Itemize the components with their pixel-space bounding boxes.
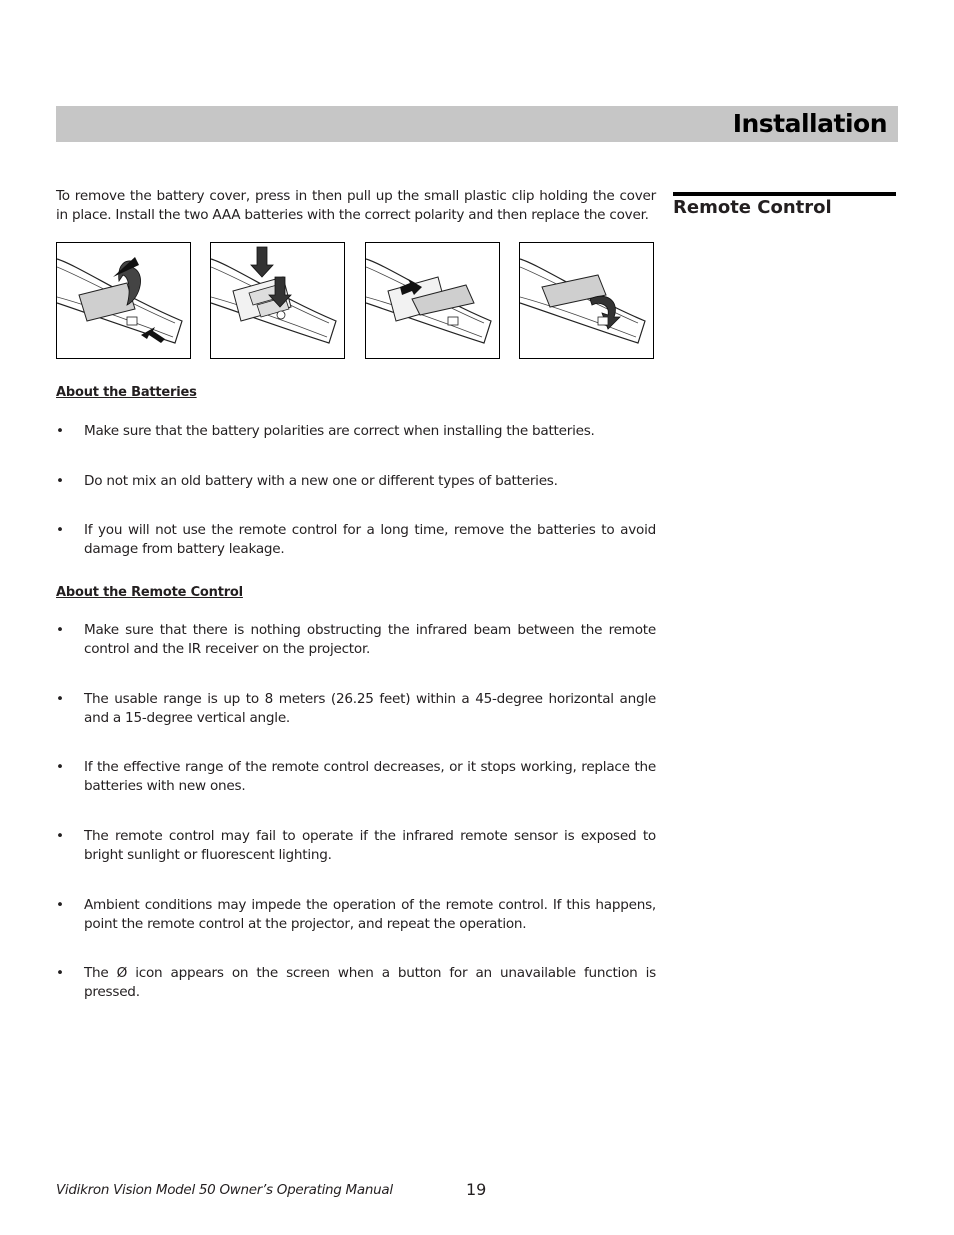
remove-cover-icon bbox=[57, 243, 190, 358]
list-item-text: If you will not use the remote control for a long time, remove the batteries to avoid damage from battery leakage. bbox=[84, 522, 656, 557]
close-cover-icon bbox=[520, 243, 653, 358]
header-bar bbox=[56, 106, 898, 142]
page-title: Installation bbox=[732, 109, 887, 138]
list-item-text: The remote control may fail to operate if the infrared remote sensor is exposed to bright sunlight or fluorescent lighting. bbox=[84, 828, 656, 863]
insert-batteries-icon bbox=[211, 243, 344, 358]
bullet-dot: • bbox=[56, 423, 64, 439]
bullet-dot: • bbox=[56, 759, 64, 775]
batteries-heading: About the Batteries bbox=[56, 385, 197, 400]
slide-cover-icon bbox=[366, 243, 499, 358]
bullet-dot: • bbox=[56, 522, 64, 538]
bullet-dot: • bbox=[56, 622, 64, 638]
figure-slide-cover bbox=[365, 242, 500, 359]
section-heading: Remote Control bbox=[673, 197, 832, 218]
intro-paragraph: To remove the battery cover, press in then pull up the small plastic clip holding the cover in place. Install the two AAA batteries with the correct polarity and then replace the cover. bbox=[56, 188, 656, 223]
bullet-dot: • bbox=[56, 473, 64, 489]
figure-close-cover bbox=[519, 242, 654, 359]
bullet-dot: • bbox=[56, 897, 64, 913]
list-item-text: The Ø icon appears on the screen when a button for an unavailable function is pressed. bbox=[84, 965, 656, 1000]
footer-manual-title: Vidikron Vision Model 50 Owner’s Operating Manual bbox=[56, 1182, 393, 1198]
bullet-dot: • bbox=[56, 691, 64, 707]
list-item-text: If the effective range of the remote control decreases, or it stops working, replace the batteries with new ones. bbox=[84, 759, 656, 794]
bullet-dot: • bbox=[56, 828, 64, 844]
page-number: 19 bbox=[466, 1180, 487, 1199]
list-item-text: Do not mix an old battery with a new one or different types of batteries. bbox=[84, 473, 558, 489]
figure-remove-cover bbox=[56, 242, 191, 359]
list-item-text: Make sure that there is nothing obstructing the infrared beam between the remote control and the IR receiver on the projector. bbox=[84, 622, 656, 657]
bullet-dot: • bbox=[56, 965, 64, 981]
list-item-text: The usable range is up to 8 meters (26.25 feet) within a 45-degree horizontal angle and a 15-degree vertical angle. bbox=[84, 691, 656, 726]
figure-insert-batteries bbox=[210, 242, 345, 359]
remote-heading: About the Remote Control bbox=[56, 585, 243, 600]
list-item-text: Ambient conditions may impede the operation of the remote control. If this happens, point the remote control at the projector, and repeat the operation. bbox=[84, 897, 656, 932]
list-item-text: Make sure that the battery polarities are correct when installing the batteries. bbox=[84, 423, 595, 439]
